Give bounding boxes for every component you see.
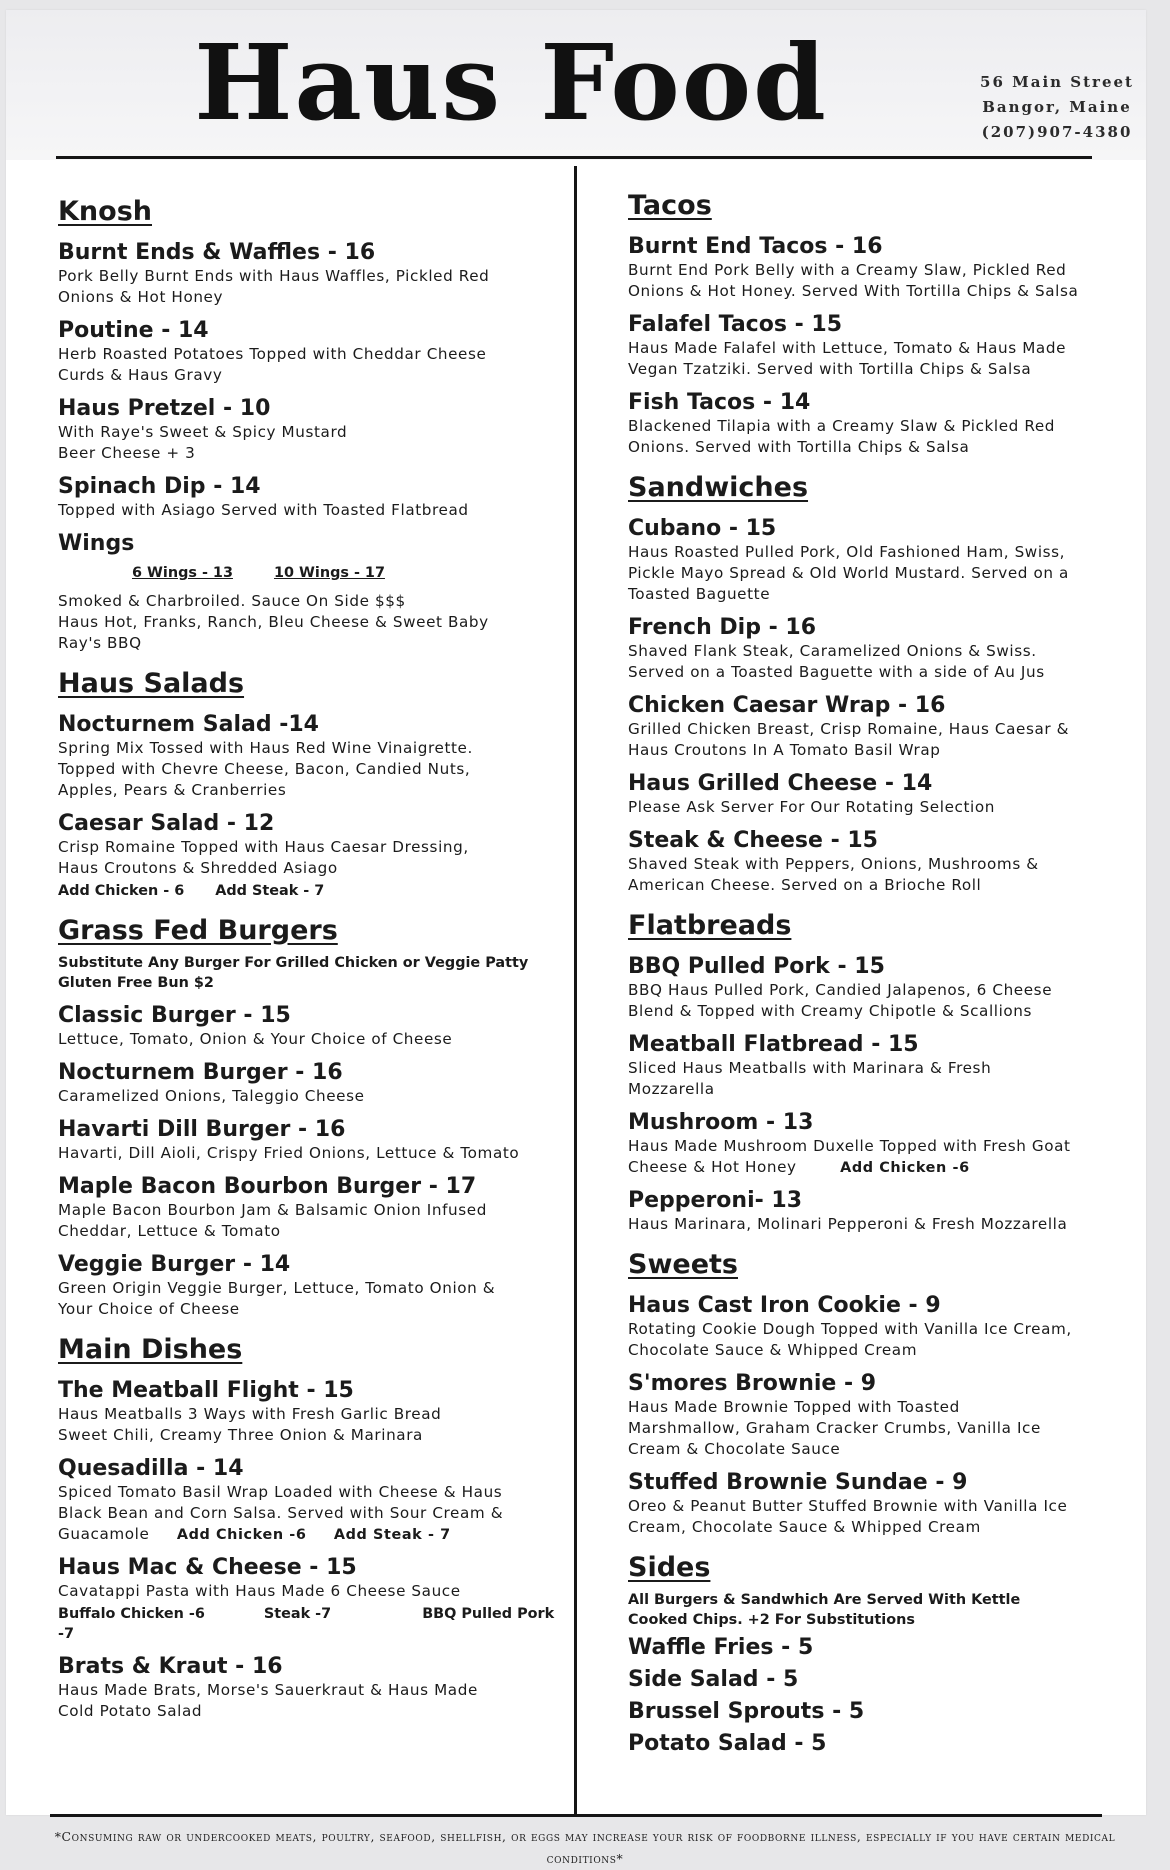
menu-item [628, 1470, 1138, 1538]
section-tacos [628, 190, 1138, 458]
item-desc: Oreo & Peanut Butter Stuffed Brownie with Vanilla Ice [628, 1497, 1068, 1515]
item-name: S'mores Brownie - 9 [628, 1371, 877, 1396]
item-desc: Onions & Hot Honey. Served With Tortilla Chips & Salsa [628, 282, 1079, 300]
item-desc: Guacamole [58, 1525, 150, 1543]
menu-item [58, 1456, 563, 1545]
item-name: Poutine - 14 [58, 318, 209, 343]
addon-chicken: Add Chicken - 6 [58, 883, 185, 899]
menu-item [628, 954, 1138, 1022]
item-name: The Meatball Flight - 15 [58, 1378, 354, 1403]
item-desc: Haus Meatballs 3 Ways with Fresh Garlic Bread [58, 1405, 442, 1423]
menu-item [628, 312, 1138, 380]
menu-item [628, 1110, 1138, 1178]
item-name: Haus Mac & Cheese - 15 [58, 1555, 357, 1580]
item-name: Burnt Ends & Waffles - 16 [58, 240, 376, 265]
disclaimer-line: *Consuming raw or undercooked meats, poultry, seafood, shellfish, or eggs may increase your risk of foodborne illness, especially if you have certain medical [54, 1829, 1116, 1844]
item-desc: Maple Bacon Bourbon Jam & Balsamic Onion Infused [58, 1201, 487, 1219]
item-desc: Topped with Chevre Cheese, Bacon, Candied Nuts, [58, 760, 471, 778]
menu-item [58, 712, 563, 801]
item-name: Classic Burger - 15 [58, 1003, 291, 1028]
section-title: Grass Fed Burgers [58, 915, 338, 946]
item-desc: Burnt End Pork Belly with a Creamy Slaw, Pickled Red [628, 261, 1067, 279]
disclaimer-line: conditions* [546, 1851, 624, 1866]
item-desc: Vegan Tzatziki. Served with Tortilla Chips & Salsa [628, 360, 1032, 378]
item-desc: Spring Mix Tossed with Haus Red Wine Vinaigrette. [58, 739, 473, 757]
item-desc: Crisp Romaine Topped with Haus Caesar Dressing, [58, 838, 469, 856]
item-name: Caesar Salad - 12 [58, 811, 275, 836]
burger-note: Substitute Any Burger For Grilled Chicken or Veggie Patty [58, 955, 529, 971]
item-desc: Grilled Chicken Breast, Crisp Romaine, Haus Caesar & [628, 720, 1070, 738]
menu-item [628, 390, 1138, 458]
item-desc: Smoked & Charbroiled. Sauce On Side $$$ [58, 592, 406, 610]
section-title: Sides [628, 1552, 711, 1583]
item-name: Haus Pretzel - 10 [58, 396, 271, 421]
menu-item [628, 1371, 1138, 1460]
item-desc-with-addons [58, 1524, 563, 1545]
section-title: Tacos [628, 190, 712, 221]
section-main-dishes [58, 1334, 563, 1722]
menu-item [628, 693, 1138, 761]
item-desc: Please Ask Server For Our Rotating Selection [628, 798, 995, 816]
item-desc: Your Choice of Cheese [58, 1300, 240, 1318]
item-desc: Cream, Chocolate Sauce & Whipped Cream [628, 1518, 981, 1536]
item-desc: Shaved Steak with Peppers, Onions, Mushrooms & [628, 855, 1039, 873]
item-name: Maple Bacon Bourbon Burger - 17 [58, 1174, 477, 1199]
menu-item [628, 516, 1138, 605]
mac-addons [58, 1604, 563, 1644]
item-name: Brats & Kraut - 16 [58, 1654, 283, 1679]
menu-item [58, 1174, 563, 1242]
menu-item [58, 811, 563, 901]
menu-item [58, 1060, 563, 1107]
item-desc: Haus Made Brownie Topped with Toasted [628, 1398, 960, 1416]
addon-steak: Steak -7 [263, 1606, 332, 1622]
item-desc: Haus Made Brats, Morse's Sauerkraut & Haus Made [58, 1681, 478, 1699]
item-name: Mushroom - 13 [628, 1110, 814, 1135]
item-desc: Curds & Haus Gravy [58, 366, 223, 384]
menu-item [58, 1003, 563, 1050]
item-desc: Onions. Served with Tortilla Chips & Salsa [628, 438, 970, 456]
menu-item [58, 1654, 563, 1722]
item-name: BBQ Pulled Pork - 15 [628, 954, 885, 979]
item-name: Spinach Dip - 14 [58, 474, 261, 499]
menu-item [58, 1378, 563, 1446]
menu-item [628, 1293, 1138, 1361]
item-desc: Blackened Tilapia with a Creamy Slaw & Pickled Red [628, 417, 1056, 435]
item-desc: Cavatappi Pasta with Haus Made 6 Cheese Sauce [58, 1582, 461, 1600]
item-desc: Haus Croutons & Shredded Asiago [58, 859, 338, 877]
salad-addons [58, 881, 563, 901]
item-name: Chicken Caesar Wrap - 16 [628, 693, 946, 718]
restaurant-address [972, 70, 1142, 145]
item-name: French Dip - 16 [628, 615, 817, 640]
addon-steak: Add Steak - 7 [215, 883, 325, 899]
section-sandwiches [628, 472, 1138, 896]
menu-item [58, 474, 563, 521]
side-item: Brussel Sprouts - 5 [628, 1699, 865, 1724]
section-salads [58, 668, 563, 901]
item-name: Haus Grilled Cheese - 14 [628, 771, 933, 796]
item-desc: Sweet Chili, Creamy Three Onion & Marinara [58, 1426, 423, 1444]
item-desc: American Cheese. Served on a Brioche Roll [628, 876, 982, 894]
menu-item [58, 396, 563, 464]
item-desc: Black Bean and Corn Salsa. Served with Sour Cream & [58, 1504, 504, 1522]
right-column [628, 190, 1138, 1774]
addon-bbq-pork: BBQ Pulled Pork -7 [58, 1606, 555, 1642]
restaurant-logo-title: Haus Food [194, 21, 828, 144]
menu-page [6, 10, 1146, 1815]
item-desc: Spiced Tomato Basil Wrap Loaded with Cheese & Haus [58, 1483, 503, 1501]
item-desc: Haus Croutons In A Tomato Basil Wrap [628, 741, 941, 759]
address-street: 56 Main Street [980, 73, 1134, 91]
item-desc: Onions & Hot Honey [58, 288, 224, 306]
item-name: Fish Tacos - 14 [628, 390, 811, 415]
item-desc: Sliced Haus Meatballs with Marinara & Fresh [628, 1059, 992, 1077]
item-desc: Caramelized Onions, Taleggio Cheese [58, 1087, 365, 1105]
side-item: Waffle Fries - 5 [628, 1635, 814, 1660]
item-desc: Apples, Pears & Cranberries [58, 781, 287, 799]
menu-item [58, 240, 563, 308]
item-desc: Cheese & Hot Honey [628, 1158, 797, 1176]
footer-divider [50, 1814, 1102, 1817]
wings-size-6: 6 Wings - 13 [132, 565, 233, 581]
item-name: Falafel Tacos - 15 [628, 312, 842, 337]
item-name: Havarti Dill Burger - 16 [58, 1117, 346, 1142]
address-city: Bangor, Maine [982, 98, 1132, 116]
menu-item [58, 1117, 563, 1164]
wings-sizes [58, 563, 563, 583]
item-desc: Lettuce, Tomato, Onion & Your Choice of Cheese [58, 1030, 453, 1048]
item-desc: Mozzarella [628, 1080, 715, 1098]
header-divider [56, 156, 1092, 159]
item-desc: Haus Marinara, Molinari Pepperoni & Fresh Mozzarella [628, 1215, 1068, 1233]
item-desc: Cold Potato Salad [58, 1702, 203, 1720]
item-desc: BBQ Haus Pulled Pork, Candied Jalapenos, 6 Cheese [628, 981, 1053, 999]
item-desc: Haus Roasted Pulled Pork, Old Fashioned Ham, Swiss, [628, 543, 1066, 561]
menu-item [628, 234, 1138, 302]
item-desc: Rotating Cookie Dough Topped with Vanilla Ice Cream, [628, 1320, 1072, 1338]
menu-item [58, 318, 563, 386]
addon-steak: Add Steak - 7 [333, 1527, 451, 1543]
menu-item [628, 771, 1138, 818]
side-item: Potato Salad - 5 [628, 1731, 827, 1756]
item-name: Nocturnem Burger - 16 [58, 1060, 343, 1085]
addon-chicken: Add Chicken -6 [840, 1160, 970, 1176]
item-desc: Topped with Asiago Served with Toasted Flatbread [58, 501, 469, 519]
section-flatbreads [628, 910, 1138, 1235]
item-desc: Cheddar, Lettuce & Tomato [58, 1222, 281, 1240]
item-desc: Toasted Baguette [628, 585, 771, 603]
menu-item [628, 615, 1138, 683]
item-name: Wings [58, 531, 135, 556]
section-knosh [58, 196, 563, 654]
burger-note: Gluten Free Bun $2 [58, 975, 214, 991]
item-desc: Haus Made Falafel with Lettuce, Tomato & Haus Made [628, 339, 1067, 357]
wings-size-10: 10 Wings - 17 [273, 565, 385, 581]
item-name: Quesadilla - 14 [58, 1456, 244, 1481]
phone-number: (207)907-4380 [981, 123, 1133, 141]
menu-item [628, 828, 1138, 896]
item-desc-with-addon [628, 1157, 1138, 1178]
item-desc: Ray's BBQ [58, 634, 142, 652]
section-title: Sandwiches [628, 472, 809, 503]
item-name: Stuffed Brownie Sundae - 9 [628, 1470, 968, 1495]
item-name: Steak & Cheese - 15 [628, 828, 878, 853]
item-desc: Pickle Mayo Spread & Old World Mustard. Served on a [628, 564, 1069, 582]
item-desc: Haus Made Mushroom Duxelle Topped with Fresh Goat [628, 1137, 1071, 1155]
item-name: Pepperoni- 13 [628, 1188, 803, 1213]
item-desc: Marshmallow, Graham Cracker Crumbs, Vanilla Ice [628, 1419, 1041, 1437]
item-desc: Shaved Flank Steak, Caramelized Onions & Swiss. [628, 642, 1037, 660]
menu-item-wings [58, 531, 563, 654]
addon-chicken: Add Chicken -6 [176, 1527, 307, 1543]
item-name: Haus Cast Iron Cookie - 9 [628, 1293, 941, 1318]
section-title: Knosh [58, 196, 152, 227]
item-desc: Green Origin Veggie Burger, Lettuce, Tomato Onion & [58, 1279, 496, 1297]
column-divider [574, 166, 577, 1816]
menu-item [58, 1252, 563, 1320]
item-desc: Beer Cheese + 3 [58, 444, 196, 462]
section-title: Sweets [628, 1249, 738, 1280]
menu-item [628, 1188, 1138, 1235]
sides-note: Cooked Chips. +2 For Substitutions [628, 1612, 915, 1628]
section-title: Flatbreads [628, 910, 792, 941]
section-burgers [58, 915, 563, 1320]
menu-header [6, 10, 1146, 160]
item-name: Nocturnem Salad -14 [58, 712, 319, 737]
menu-item [628, 1032, 1138, 1100]
item-desc: Served on a Toasted Baguette with a side of Au Jus [628, 663, 1045, 681]
item-name: Burnt End Tacos - 16 [628, 234, 883, 259]
section-sweets [628, 1249, 1138, 1538]
item-name: Meatball Flatbread - 15 [628, 1032, 919, 1057]
item-desc: Blend & Topped with Creamy Chipotle & Scallions [628, 1002, 1033, 1020]
item-desc: Cream & Chocolate Sauce [628, 1440, 841, 1458]
item-name: Cubano - 15 [628, 516, 777, 541]
section-sides [628, 1552, 1138, 1760]
item-name: Veggie Burger - 14 [58, 1252, 291, 1277]
section-title: Haus Salads [58, 668, 245, 699]
item-desc: Haus Hot, Franks, Ranch, Bleu Cheese & Sweet Baby [58, 613, 489, 631]
food-safety-disclaimer [20, 1826, 1150, 1870]
item-desc: Herb Roasted Potatoes Topped with Cheddar Cheese [58, 345, 487, 363]
left-column [58, 196, 563, 1736]
item-desc: Havarti, Dill Aioli, Crispy Fried Onions, Lettuce & Tomato [58, 1144, 520, 1162]
side-item: Side Salad - 5 [628, 1667, 799, 1692]
item-desc: With Raye's Sweet & Spicy Mustard [58, 423, 348, 441]
addon-buffalo-chicken: Buffalo Chicken -6 [58, 1606, 205, 1622]
sides-note: All Burgers & Sandwhich Are Served With Kettle [628, 1592, 1021, 1608]
section-title: Main Dishes [58, 1334, 243, 1365]
menu-item [58, 1555, 563, 1644]
item-desc: Chocolate Sauce & Whipped Cream [628, 1341, 918, 1359]
item-desc: Pork Belly Burnt Ends with Haus Waffles, Pickled Red [58, 267, 490, 285]
